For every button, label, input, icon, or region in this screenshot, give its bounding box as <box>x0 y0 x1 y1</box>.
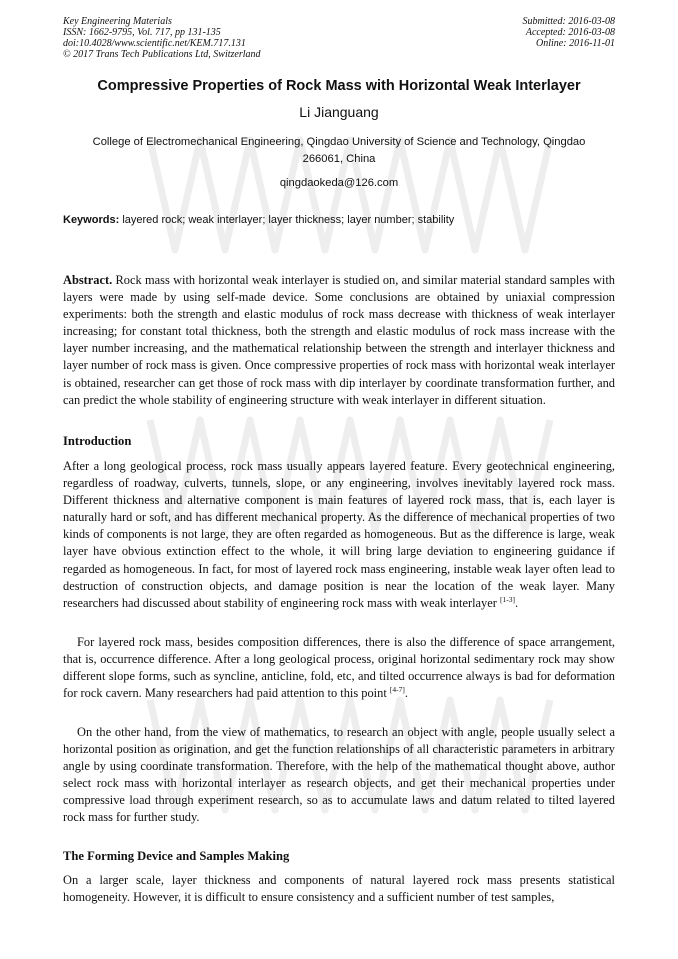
citation-4-7: [4-7] <box>389 685 405 695</box>
copyright-line: © 2017 Trans Tech Publications Ltd, Switzerland <box>63 49 261 60</box>
author-name: Li Jianguang <box>299 104 379 120</box>
introduction-paragraph-2: For layered rock mass, besides composition differences, there is also the difference of space arrangement, that is, occurrence difference. After a long geological process, original horizontal sedimentary rock may show different slope forms, such as syncline, anticline, fold, etc, and tilted occurrence always is bad for deformation for rock cavern. Many researchers had paid attention to this point [4-7]. <box>63 635 615 701</box>
introduction-paragraph-3 <box>63 724 615 827</box>
online-date: Online: 2016-11-01 <box>536 38 615 49</box>
author-email: qingdaokeda@126.com <box>279 177 399 189</box>
abstract <box>63 272 615 409</box>
submitted-date: Submitted: 2016-03-08 <box>522 16 615 27</box>
affiliation <box>63 134 615 168</box>
affiliation-line-1: College of Electromechanical Engineering, Qingdao University of Science and Technology, Qingdao <box>92 136 586 148</box>
abstract-text: Rock mass with horizontal weak interlayer is studied on, and similar material standard samples with layers were made by using self-made device. Some conclusions are obtained by uniaxial compression experiments: both the strength and elastic modulus of rock mass decrease with thickness of weak interlayer increasing; for constant total thickness, both the strength and elastic modulus of rock mass increase with the layer number increasing, and the mathematical relationship between the strength and interlayer thickness and layer number of rock mass is given. Once compressive properties of rock mass with horizontal weak interlayer is obtained, researcher can get those of rock mass with dip interlayer by coordinate transformation further, and can predict the whole stability of engineering structure with weak interlayer in different situation. <box>63 273 615 407</box>
forming-device-paragraph-1 <box>63 872 615 906</box>
introduction-paragraph-3-text: On the other hand, from the view of mathematics, to research an object with angle, people usually select a horizontal position as origination, and get the function relationships of all characteristic parameters in arbitrary angle by using coordinate transformation. Therefore, with the help of the mathematical thought above, author select rock mass with horizontal interlayer as research objects, and get their mechanical properties under compressive load through experiment research, so as to accumulate laws and datum related to tilted layered rock mass for further study. <box>63 725 615 825</box>
forming-device-heading: The Forming Device and Samples Making <box>63 849 290 863</box>
abstract-label: Abstract. <box>63 273 113 287</box>
forming-device-paragraph-1-text: On a larger scale, layer thickness and components of natural layered rock mass presents statistical homogeneity. However, it is difficult to ensure consistency and a sufficient number of test samples, <box>63 873 615 905</box>
introduction-paragraph-2-text: For layered rock mass, besides composition differences, there is also the difference of space arrangement, that is, occurrence difference. After a long geological process, original horizontal sedimentary rock may show different slope forms, such as syncline, anticline, fold, etc, and tilted occurrence always is bad for deformation for rock cavern. Many researchers had paid attention to this point <box>63 635 615 701</box>
journal-header <box>63 16 615 60</box>
doi-line: doi:10.4028/www.scientific.net/KEM.717.131 <box>63 38 246 49</box>
affiliation-line-2: 266061, China <box>302 153 376 165</box>
introduction-paragraph-1-text: After a long geological process, rock mass usually appears layered feature. Every geotechnical engineering, regardless of roadway, culverts, tunnels, slope, or any engineering, involves inevitably layered rock mass. Different thickness and alternative component is main features of layered rock mass, that is, each layer is naturally hard or soft, and has different mechanical property. As the difference of mechanical properties of two kinds of components is not large, they are often regarded as homogeneous. But as the difference is large, weak layer have obvious extinction effect to the whole, it will bring large deviation to engineering guidance if regarded as homogeneous. In fact, for most of layered rock mass engineering, instable weak layer often lead to destruction of construction objects, and damage position is near the location of the weak layer. Many researchers had discussed about stability of engineering rock mass with weak interlayer <box>63 459 615 610</box>
keywords-text: layered rock; weak interlayer; layer thickness; layer number; stability <box>122 214 455 226</box>
accepted-date: Accepted: 2016-03-08 <box>525 27 615 38</box>
journal-name: Key Engineering Materials <box>63 16 172 27</box>
introduction-heading: Introduction <box>63 434 132 448</box>
keywords <box>63 214 615 226</box>
introduction-paragraph-1: After a long geological process, rock mass usually appears layered feature. Every geotechnical engineering, regardless of roadway, culverts, tunnels, slope, or any engineering, involves inevitably layered rock mass. Different thickness and alternative component is main features of layered rock mass, that is, each layer is naturally hard or soft, and has different mechanical property. As the difference of mechanical properties of two kinds of components is not large, they are often regarded as homogeneous. But as the difference is large, weak layer have obvious extinction effect to the whole, it will bring large deviation to engineering guidance if regarded as homogeneous. In fact, for most of layered rock mass engineering, instable weak layer often lead to destruction of construction objects, and damage position is near the location of the weak layer. Many researchers had discussed about stability of engineering rock mass with weak interlayer [1-3]. <box>63 459 615 610</box>
citation-1-3: [1-3] <box>499 594 515 604</box>
issn-line: ISSN: 1662-9795, Vol. 717, pp 131-135 <box>63 27 221 38</box>
keywords-label: Keywords: <box>63 214 120 226</box>
paper-title: Compressive Properties of Rock Mass with Horizontal Weak Interlayer <box>97 78 581 94</box>
